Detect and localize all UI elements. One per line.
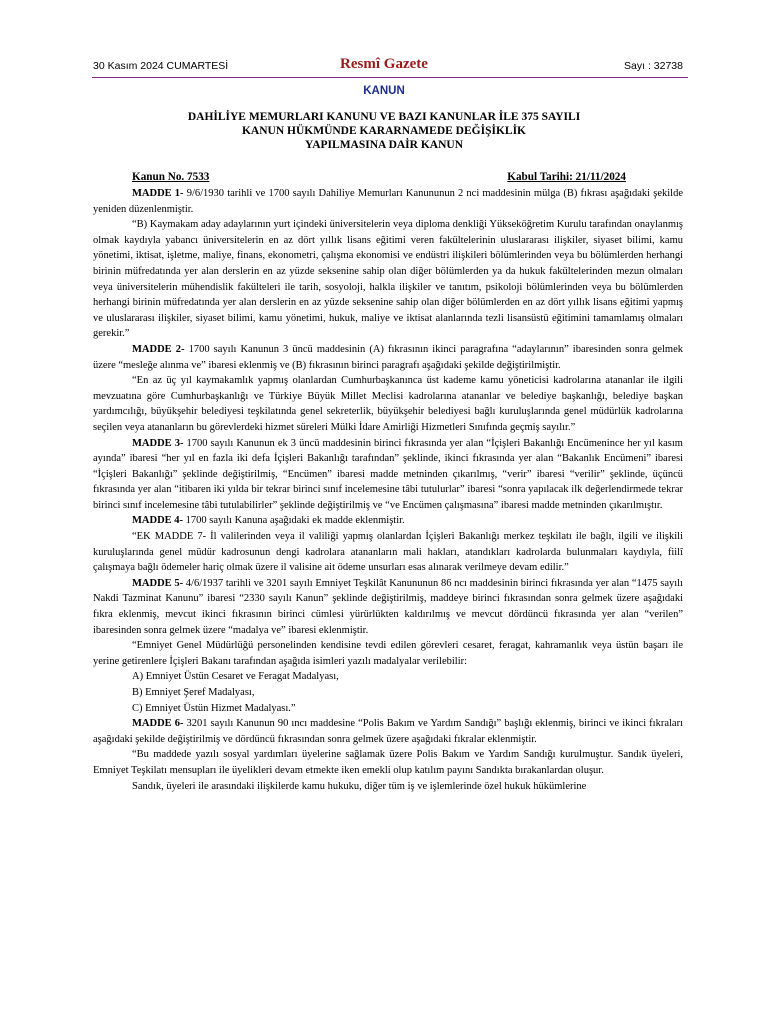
paragraph-text: “Emniyet Genel Müdürlüğü personelinden kendisine tevdi edilen görevleri cesaret, feragat, kahramanlık veya üstün başarı ile yerine getirenlere İçişleri Bakanı tarafından aşağıda isimleri yazılı madalyalar verilebilir: [93,640,683,667]
article-number: MADDE 3- [132,437,184,449]
paragraph-text: 1700 sayılı Kanuna aşağıdaki ek madde eklenmiştir. [183,515,405,527]
article-paragraph [93,529,683,576]
issue-date: 30 Kasım 2024 CUMARTESİ [93,60,229,72]
paragraph-text: A) Emniyet Üstün Cesaret ve Feragat Madalyası, [132,671,339,683]
paragraph-text: “B) Kaymakam aday adaylarının yurt içindeki üniversitelerin veya diploma denkliği Yükseköğretim Kurulu tarafından onaylanmış olmak kaydıyla yabancı üniversitelerin en az dört yıllık lisans eğitimi veren fakültelerinin uluslararası ilişkiler, siyaset bilimi, kamu yönetimi, iktisat, işletme, maliye, finans, ekonometri, çalışma ekonomisi ve endüstri ilişkileri bölümlerinden veya bu bölümlerden herhangi birinin müfredatında yer alan derslerin en az yüzde seksenine sahip olan diğer bölümlerden ya da hukuk fakültelerinden mezun olmaları veya üniversitelerin mühendislik fakülteleri ile tarih, sosyoloji, halkla ilişkiler ve tanıtım, psikoloji bölümlerinden veya bu bölümlerden herhangi birinin müfredatında yer alan derslerin en az yüzde seksenine sahip olan diğer bölümlerden en az dört yıllık lisans eğitimi yapmış ve uluslararası ilişkiler, siyaset bilimi, kamu yönetimi, hukuk, maliye ve iktisat alanlarında tezli lisansüstü eğitimini tamamlamış olmaları gerekir.” [93,219,683,340]
law-title-line: KANUN HÜKMÜNDE KARARNAMEDE DEĞİŞİKLİK [241,125,526,137]
list-item [93,701,683,717]
article-paragraph [93,576,683,638]
paragraph-text: 9/6/1930 tarihli ve 1700 sayılı Dahiliye Memurları Kanununun 2 nci maddesinin mülga (B) fıkrası aşağıdaki şekilde yeniden düzenlenmiştir. [93,188,683,215]
law-title-line: DAHİLİYE MEMURLARI KANUNU VE BAZI KANUNLAR İLE 375 SAYILI [187,111,581,123]
article-paragraph [93,342,683,373]
accept-date: Kabul Tarihi: 21/11/2024 [507,171,626,183]
gazette-title: Resmî Gazete [340,56,428,72]
article-number: MADDE 5- [132,577,184,589]
paragraph-text: “En az üç yıl kaymakamlık yapmış olanlardan Cumhurbaşkanınca üst kademe kamu yöneticisi kadrolarına atananlar ile ilgili mevzuatına göre Cumhurbaşkanlığı ve Türkiye Büyük Millet Meclisi kadrolarına atananlar ve belediye başkanlığı, belediye başkan yardımcılığı, büyükşehir belediyesi teşkilatında genel sekreterlik, büyükşehir belediyesi bağlı kuruluşlarında genel müdürlük kadrolarına seçilen veya atananların bu görevlerdeki hizmet süreleri Mülki İdare Amirliği Hizmetleri Sınıfında geçmiş sayılır.” [93,375,683,433]
article-paragraph [93,436,683,514]
article-number: MADDE 1- [132,188,184,199]
list-item [93,685,683,701]
paragraph-text: C) Emniyet Üstün Hizmet Madalyası.” [132,702,296,714]
article-paragraph [93,513,683,529]
paragraph-text: 1700 sayılı Kanunun 3 üncü maddesinin (A) fıkrasının ikinci paragrafına “adaylarının” ibaresinden sonra gelmek üzere “mesleğe alınma ve” ibaresi eklenmiş ve (B) fıkrasının birinci paragrafı aşağıdaki şekilde değiştirilmiştir. [93,343,684,371]
header-divider [92,77,688,78]
paragraph-text: B) Emniyet Şeref Madalyası, [132,687,255,698]
section-heading: KANUN [363,85,405,97]
paragraph-text: “EK MADDE 7- İl valilerinden veya il valiliği yapmış olanlardan İçişleri Bakanlığı merkez teşkilatı ile bağlı, ilgili ve ilişkili kuruluşlarında genel müdür kadrosunun dengi kadrolara atananların mali hakları, atandıkları kadrolarda bulunmaları kaydıyla, fiilî çalışmaya bağlı ödemeler hariç olmak üzere il valisine ait ödeme unsurları esas alınarak verilmeye devam edilir.” [93,531,683,574]
paragraph-text: 3201 sayılı Kanunun 90 ıncı maddesine “Polis Bakım ve Yardım Sandığı” başlığı eklenmiş, birinci ve ikinci fıkraları aşağıdaki şekilde değiştirilmiş ve dördüncü fıkrasından sonra gelmek üzere aşağıdaki fıkralar eklenmiştir. [93,718,683,745]
law-title [120,110,648,152]
article-paragraph [93,638,683,669]
article-paragraph [93,716,683,747]
article-paragraph [93,186,683,217]
law-number: Kanun No. 7533 [132,171,210,183]
article-paragraph [93,217,683,342]
article-paragraph [93,779,683,795]
issue-number: Sayı : 32738 [624,60,683,72]
article-paragraph [93,747,683,778]
law-body [93,186,683,794]
article-number: MADDE 6- [132,718,184,730]
paragraph-text: “Bu maddede yazılı sosyal yardımları üyelerine sağlamak üzere Polis Bakım ve Yardım Sandığı kurulmuştur. Sandık üyeleri, Emniyet Teşkilatı mensupları ile üyelikleri devam etmekte iken emekli olup katılım payını Sandıkta bırakanlardan oluşur. [93,749,683,776]
paragraph-text: 1700 sayılı Kanunun ek 3 üncü maddesinin birinci fıkrasında yer alan “İçişleri Bakanlığı Encümenince her yıl kasım ayında” ibaresi “her yıl en fazla iki defa İçişleri Bakanlığı tarafından” şeklinde, ikinci fıkrasında yer alan “Bakanlık Encümeni” ibaresi “İçişleri Bakanlığı” şeklinde değiştirilmiş, “Encümen” ibaresi madde metninden çıkarılmış, “verir” ibaresi “verilir” şeklinde, üçüncü fıkrasında yer alan “itibaren iki yılda bir tekrar birinci sınıf incelemesine tâbi tutulurlar” ibaresi “sonra yapılacak ilk değerlendirmede tekrar birinci sınıf incelemesine tâbi tutulabilirler” şeklinde değiştirilmiş ve “ve Encümen çalışmasına” ibaresi madde metninden çıkarılmıştır. [93,437,683,511]
paragraph-text: 4/6/1937 tarihli ve 3201 sayılı Emniyet Teşkilât Kanununun 86 ncı maddesinin birinci fıkrasında yer alan “1475 sayılı Nakdi Tazminat Kanunu” ibaresi “2330 sayılı Kanun” şeklinde değiştirilmiş, maddeye birinci fıkrasından sonra gelmek üzere aşağıdaki fıkra eklenmiş, mevcut ikinci fıkrasının birinci cümlesi yürürlükten kaldırılmış ve mevcut dördüncü fıkrasında yer alan “verilen” ibaresinden sonra gelmek üzere “madalya ve” ibaresi eklenmiştir. [93,577,683,636]
article-number: MADDE 2- [132,343,185,355]
law-title-line: YAPILMASINA DAİR KANUN [304,139,464,151]
list-item [93,669,683,685]
article-paragraph [93,373,683,435]
law-meta [132,171,626,183]
article-number: MADDE 4- [132,515,184,527]
paragraph-text: Sandık, üyeleri ile arasındaki ilişkilerde kamu hukuku, diğer tüm iş ve işlemlerinde özel hukuk hükümlerine [132,780,587,792]
